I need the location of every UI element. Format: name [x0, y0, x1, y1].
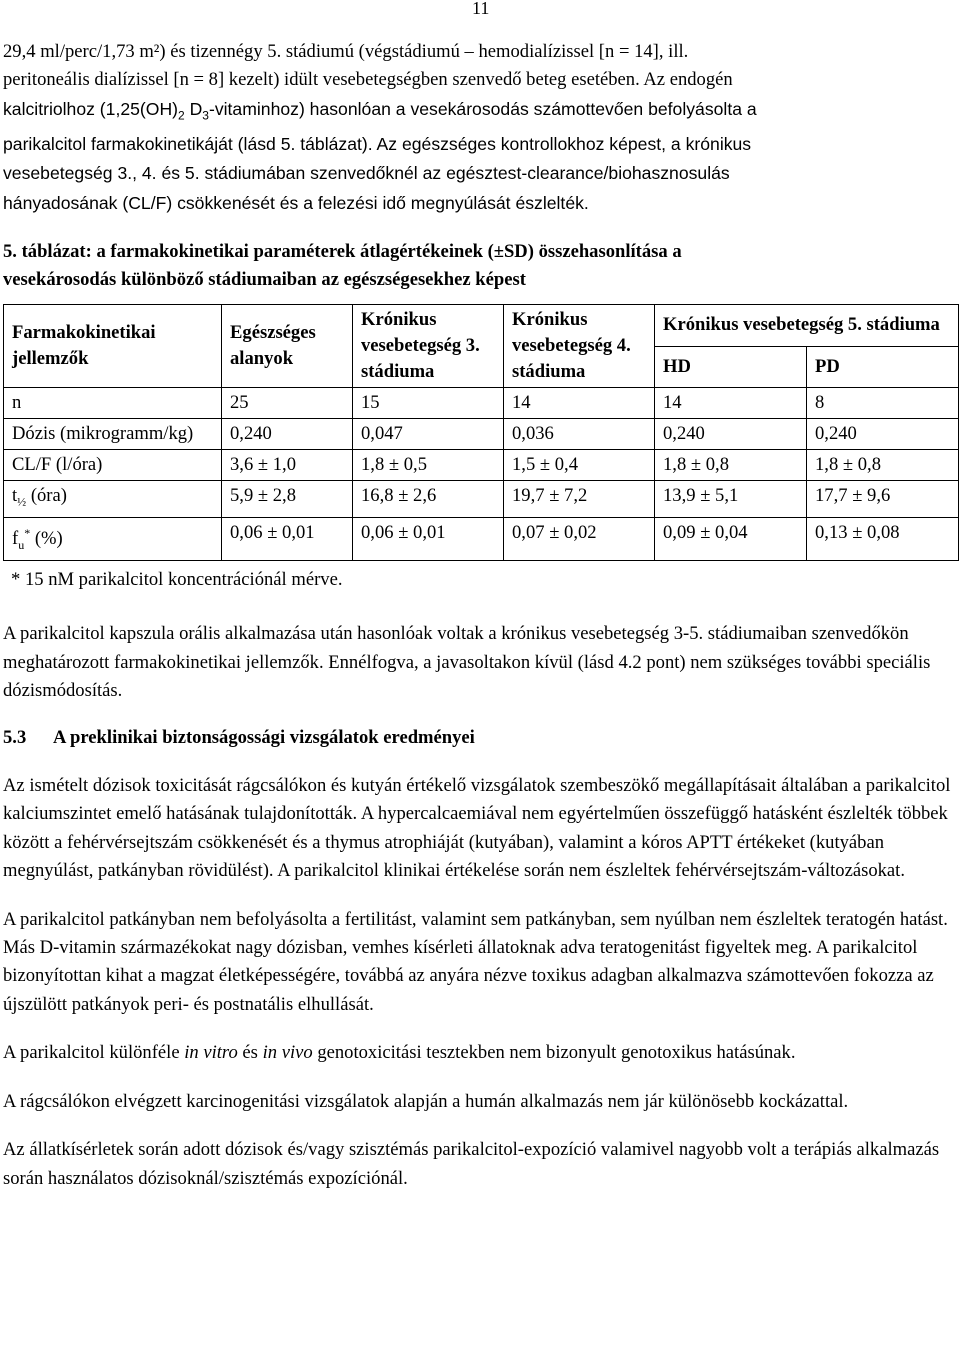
intro-line-1: 29,4 ml/perc/1,73 m²) és tizennégy 5. stádiumú (végstádiumú – hemodialízissel [n = 14], ill.: [3, 41, 689, 62]
header-param: Farmakokinetikai jellemzők: [4, 305, 222, 388]
paragraph-fertility: A parikalcitol patkányban nem befolyásolta a fertilitást, valamint sem patkányban, sem nyúlban nem észleltek teratogén hatást. Más D-vitamin származékokat nagy dózisban, vemhes kísérleti állatoknak adva teratogenitást figyeltek meg. A parikalcitol bizonyítottan kihat a magzat életképességére, továbbá az anyára nézve toxikus adagban alkalmazva számottevően fokozza az újszülött patkányok peri- és postnatális elhullását.: [3, 908, 948, 1015]
label-sub-half: ½: [17, 494, 27, 509]
table-row: [4, 419, 959, 450]
intro-line-3: [3, 98, 757, 123]
table-cell: 0,240: [222, 419, 353, 450]
text-span: és: [237, 1042, 263, 1064]
label-sub-u: u: [18, 537, 25, 552]
label-f: f: [12, 527, 19, 549]
row-label: [4, 517, 222, 560]
table-cell: 0,06 ± 0,01: [222, 517, 353, 560]
table-cell: 25: [222, 388, 353, 419]
paragraph-toxicity: Az ismételt dózisok toxicitását rágcsálókon és kutyán értékelő vizsgálatok szembeszökő megállapításait általában a parikalcitol kalciumszintet emelő hatásának tulajdonították. A hypercalcaemiával nem egyértelműen összefüggő hatásként észlelték többek között a fehérvérsejtszám csökkenését és a thymus atrophiáját (kutyában), valamint a kóros APTT értékeket (kutyában megnyúlást, patkányban rövidülést). A parikalcitol klinikai értékelése során nem észleltek fehérvérsejtszám-változásokat.: [3, 775, 951, 882]
table-cell: 8: [807, 388, 959, 419]
header-ckd3: Krónikus vesebetegség 3. stádiuma: [353, 305, 504, 388]
intro-line-5: vesebetegség 3., 4. és 5. stádiumában szenvedőknél az egésztest-clearance/biohasznosulás: [3, 163, 730, 184]
paragraph-pk-summary: A parikalcitol kapszula orális alkalmazása után hasonlóak voltak a krónikus vesebetegség 3-5. stádiumaiban szenvedőkön meghatározott farmakokinetikai jellemzők. Ennélfogva, a javasoltakon kívül (lásd 4.2 pont) nem szükséges további speciális dózismódosítás.: [3, 623, 931, 702]
table-caption: [3, 238, 958, 295]
table-cell: 0,06 ± 0,01: [353, 517, 504, 560]
text-span: genotoxicitási tesztekben nem bizonyult genotoxikus hatásúnak.: [312, 1042, 796, 1064]
table-cell: 0,07 ± 0,02: [504, 517, 655, 560]
body-section: [3, 566, 958, 1193]
header-ckd4: Krónikus vesebetegség 4. stádiuma: [504, 305, 655, 388]
header-hd: HD: [655, 346, 807, 388]
italic-in-vivo: in vivo: [262, 1042, 313, 1064]
intro-line-2: peritoneális dialízissel [n = 8] kezelt) idült vesebetegségben szenvedő beteg esetében. Az endogén: [3, 69, 733, 91]
table-cell: 15: [353, 388, 504, 419]
intro-line-3c: -vitaminhoz) hasonlóan a vesekárosodás számottevően befolyásolta a: [208, 98, 757, 119]
intro-line-6: hányadosának (CL/F) csökkenését és a felezési idő megnyúlását észlelték.: [3, 192, 589, 213]
italic-in-vitro: in vitro: [184, 1042, 238, 1064]
header-healthy: Egészséges alanyok: [222, 305, 353, 388]
table-row: [4, 450, 959, 481]
table-cell: 0,240: [655, 419, 807, 450]
intro-line-3b: D: [184, 98, 203, 119]
table-cell: 0,09 ± 0,04: [655, 517, 807, 560]
paragraph-carcinogenicity: A rágcsálókon elvégzett karcinogenitási vizsgálatok alapján a humán alkalmazás nem jár különösebb kockázattal.: [3, 1090, 849, 1112]
section-number: 5.3: [3, 726, 27, 748]
intro-line-3a: kalcitriolhoz (1,25(OH): [3, 98, 179, 119]
label-sup-asterisk: *: [24, 525, 31, 540]
table-caption-line-1: 5. táblázat: a farmakokinetikai paraméterek átlagértékeinek (±SD) összehasonlítása a: [3, 240, 682, 262]
table-row: [4, 481, 959, 518]
table-header-row: [4, 305, 959, 347]
intro-paragraph: [3, 38, 958, 218]
table-cell: 0,240: [807, 419, 959, 450]
row-label: [4, 481, 222, 518]
label-unit: (óra): [26, 485, 67, 506]
row-label: Dózis (mikrogramm/kg): [4, 419, 222, 450]
table-cell: 0,13 ± 0,08: [807, 517, 959, 560]
text-span: A parikalcitol különféle: [3, 1042, 185, 1064]
table-cell: 16,8 ± 2,6: [353, 481, 504, 518]
table-cell: 19,7 ± 7,2: [504, 481, 655, 518]
paragraph-genotoxicity: [3, 1039, 958, 1067]
label-t: t: [12, 485, 18, 506]
table-cell: 1,5 ± 0,4: [504, 450, 655, 481]
table-cell: 13,9 ± 5,1: [655, 481, 807, 518]
pharmacokinetics-table: [3, 304, 959, 561]
table-cell: 0,036: [504, 419, 655, 450]
table-caption-line-2: vesekárosodás különböző stádiumaiban az egészségesekhez képest: [3, 269, 526, 291]
table-cell: 1,8 ± 0,8: [807, 450, 959, 481]
header-pd: PD: [807, 346, 959, 388]
intro-section: [3, 38, 958, 295]
table-cell: 5,9 ± 2,8: [222, 481, 353, 518]
sub-2: 2: [178, 108, 185, 123]
table-cell: 17,7 ± 9,6: [807, 481, 959, 518]
table-cell: 14: [655, 388, 807, 419]
row-label: CL/F (l/óra): [4, 450, 222, 481]
page-number: 11: [472, 0, 490, 18]
table-cell: 3,6 ± 1,0: [222, 450, 353, 481]
table-cell: 0,047: [353, 419, 504, 450]
section-title: A preklinikai biztonságossági vizsgálatok eredményei: [53, 726, 475, 748]
table-cell: 14: [504, 388, 655, 419]
section-heading: [3, 724, 958, 752]
row-label: n: [4, 388, 222, 419]
table-cell: 1,8 ± 0,5: [353, 450, 504, 481]
intro-line-4: parikalcitol farmakokinetikáját (lásd 5. táblázat). Az egészséges kontrollokhoz képest, a krónikus: [3, 133, 752, 154]
paragraph-exposure: Az állatkísérletek során adott dózisok és/vagy szisztémás parikalcitol-expozíció valamivel nagyobb volt a terápiás alkalmazás során használatos dózisoknál/szisztémás expozíciónál.: [3, 1139, 940, 1189]
label-unit: (%): [30, 527, 63, 549]
table-row: [4, 517, 959, 560]
table-row: [4, 388, 959, 419]
table-cell: 1,8 ± 0,8: [655, 450, 807, 481]
table-footnote: * 15 nM parikalcitol koncentrációnál mérve.: [11, 569, 343, 590]
header-ckd5: Krónikus vesebetegség 5. stádiuma: [655, 305, 959, 347]
sub-3: 3: [202, 108, 209, 123]
